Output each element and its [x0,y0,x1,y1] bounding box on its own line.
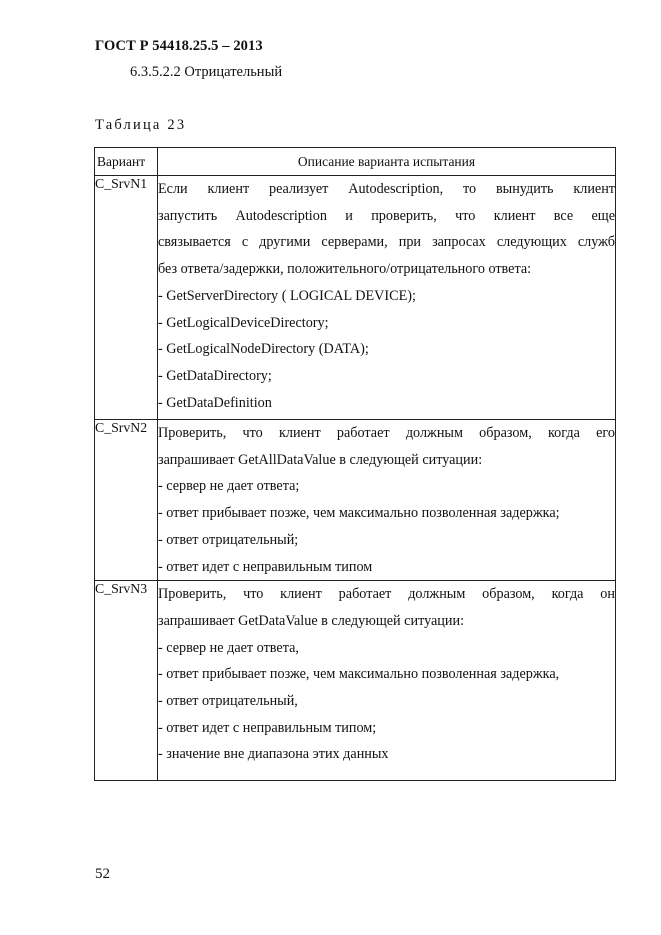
table-row [95,176,616,420]
description-line: запустить Autodescription и проверить, что клиент все еще [158,207,615,224]
list-item: - ответ прибывает позже, чем максимально позволенная задержка; [158,505,560,522]
section-title: 6.3.5.2.2 Отрицательный [130,64,283,80]
list-item: - GetDataDefinition [158,394,272,411]
list-item: - ответ отрицательный, [158,693,298,710]
description-line: без ответа/задержки, положительного/отрицательного ответа: [158,261,532,278]
list-item: - ответ идет с неправильным типом; [158,719,377,736]
header-variant: Вариант [95,148,158,176]
list-item: - ответ идет с неправильным типом [158,558,373,575]
table-row [95,420,616,581]
list-item: - значение вне диапазона этих данных [158,746,389,763]
list-item: - GetServerDirectory ( LOGICAL DEVICE); [158,287,416,304]
description-line: Если клиент реализует Autodescription, то вынудить клиент [158,181,615,197]
table-row [95,581,616,781]
table-caption: Таблица 23 [95,117,187,133]
description-line: Проверить, что клиент работает должным образом, когда его [158,425,615,441]
variant-cell: C_SrvN3 [95,581,158,781]
list-item: - GetDataDirectory; [158,367,272,384]
page-number: 52 [95,866,110,882]
document-header: ГОСТ Р 54418.25.5 – 2013 [95,38,263,54]
description-cell [158,581,616,781]
description-line: запрашивает GetAllDataValue в следующей ситуации: [158,451,483,468]
description-cell [158,420,616,581]
variant-cell: C_SrvN1 [95,176,158,420]
list-item: - GetLogicalDeviceDirectory; [158,314,329,331]
description-cell [158,176,616,420]
list-item: - сервер не дает ответа; [158,478,300,495]
list-item: - ответ отрицательный; [158,531,299,548]
header-description: Описание варианта испытания [158,148,616,176]
description-line: связывается с другими серверами, при запросах следующих служб [158,234,615,251]
list-item: - сервер не дает ответа, [158,639,299,656]
description-line: запрашивает GetDataValue в следующей ситуации: [158,612,465,629]
variant-cell: C_SrvN2 [95,420,158,581]
test-variants-table [94,147,616,781]
list-item: - GetLogicalNodeDirectory (DATA); [158,341,369,358]
description-line: Проверить, что клиент работает должным образом, когда он [158,586,615,603]
table-header-row [95,148,616,176]
list-item: - ответ прибывает позже, чем максимально позволенная задержка, [158,666,560,683]
